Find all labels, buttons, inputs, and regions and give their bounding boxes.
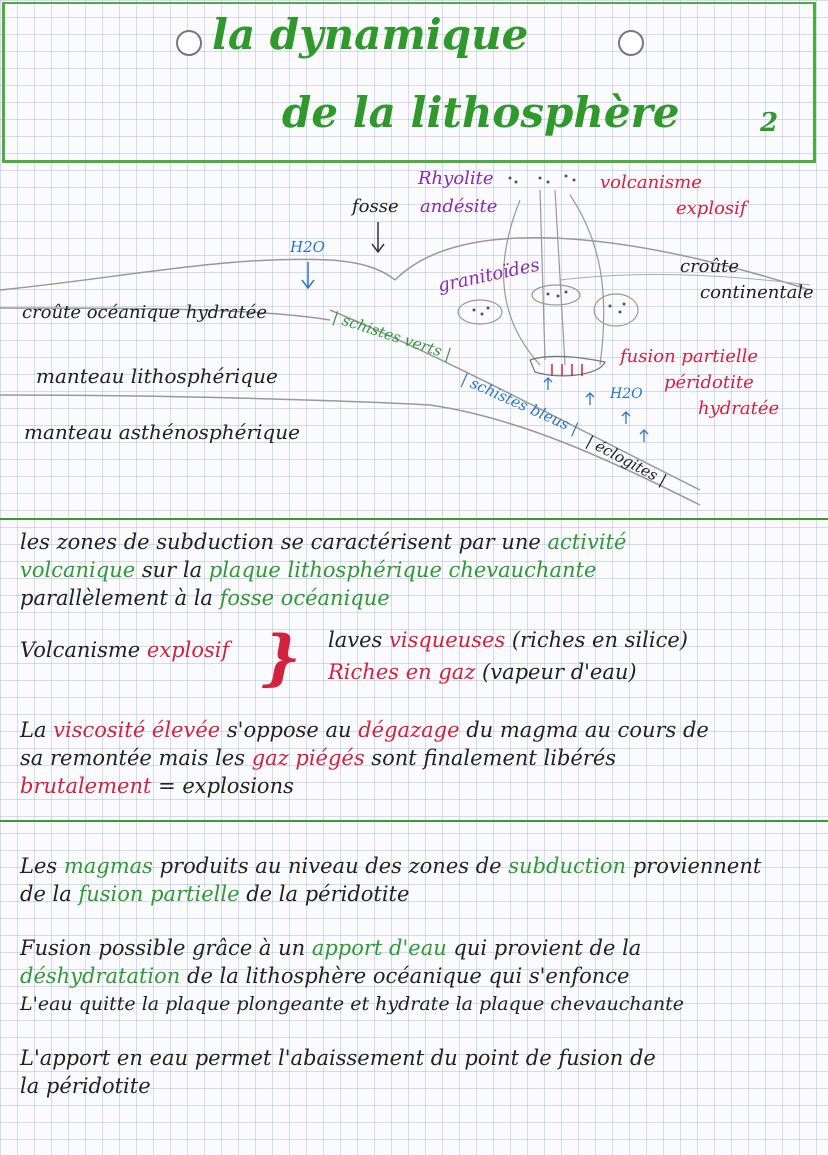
red-brace: } (262, 623, 301, 693)
section2-line7: la péridotite (20, 1074, 151, 1098)
label-h2o-left: H2O (290, 238, 325, 256)
label-andesite: andésite (420, 196, 498, 217)
section2-line1: Les magmas produits au niveau des zones de subduction proviennent (20, 854, 762, 878)
section1-p2-line1: La viscosité élevée s'oppose au dégazage du magma au cours de (20, 718, 709, 742)
label-fusion-partielle: fusion partielle (620, 346, 759, 367)
label-peridotite: péridotite (664, 372, 754, 393)
section1-p2-line2: sa remontée mais les gaz piégés sont finalement libérés (20, 746, 617, 770)
label-croute-oceanique: croûte océanique hydratée (22, 302, 268, 323)
section2-line6: L'apport en eau permet l'abaissement du point de fusion de (20, 1046, 656, 1070)
label-volcanisme: volcanisme (600, 172, 702, 193)
label-hydratee: hydratée (698, 398, 780, 419)
label-h2o-right: H2O (610, 386, 643, 402)
gaz-line: Riches en gaz (vapeur d'eau) (328, 660, 637, 684)
label-schistes-verts: | schistes verts | (330, 308, 454, 364)
section1-line3: parallèlement à la fosse océanique (20, 586, 390, 610)
section-divider-1 (0, 518, 828, 520)
volcanisme-explosif: Volcanisme explosif (20, 638, 230, 662)
label-granitoides: granitoïdes (436, 254, 542, 297)
section1-line1: les zones de subduction se caractérisent par une activité (20, 530, 627, 554)
section2-line4: déshydratation de la lithosphère océanique qui s'enfonce (20, 964, 630, 988)
laves-line: laves visqueuses (riches en silice) (328, 628, 688, 652)
section2-line2: de la fusion partielle de la péridotite (20, 882, 410, 906)
label-rhyolite: Rhyolite (418, 168, 494, 189)
page-title-line1: la dynamique (212, 10, 529, 59)
page-number: 2 (760, 108, 779, 138)
section-divider-2 (0, 820, 828, 822)
label-fosse: fosse (352, 196, 399, 217)
label-croute-continentale-2: continentale (700, 282, 814, 303)
label-explosif: explosif (676, 198, 747, 219)
label-manteau-lithospherique: manteau lithosphérique (36, 364, 278, 388)
section1-p2-line3: brutalement = explosions (20, 774, 294, 798)
label-manteau-asthenospherique: manteau asthénosphérique (24, 420, 300, 444)
section2-line3: Fusion possible grâce à un apport d'eau qui provient de la (20, 936, 642, 960)
binder-hole-left (176, 30, 202, 56)
binder-hole-right (618, 30, 644, 56)
section2-line5: L'eau quitte la plaque plongeante et hydrate la plaque chevauchante (20, 993, 685, 1015)
label-eclogites: | éclogites | (583, 432, 670, 490)
section1-line2: volcanique sur la plaque lithosphérique chevauchante (20, 558, 597, 582)
page-title-line2: de la lithosphère (282, 88, 680, 137)
label-croute-continentale-1: croûte (680, 256, 740, 277)
label-schistes-bleus: | schistes bleus | (458, 370, 582, 438)
